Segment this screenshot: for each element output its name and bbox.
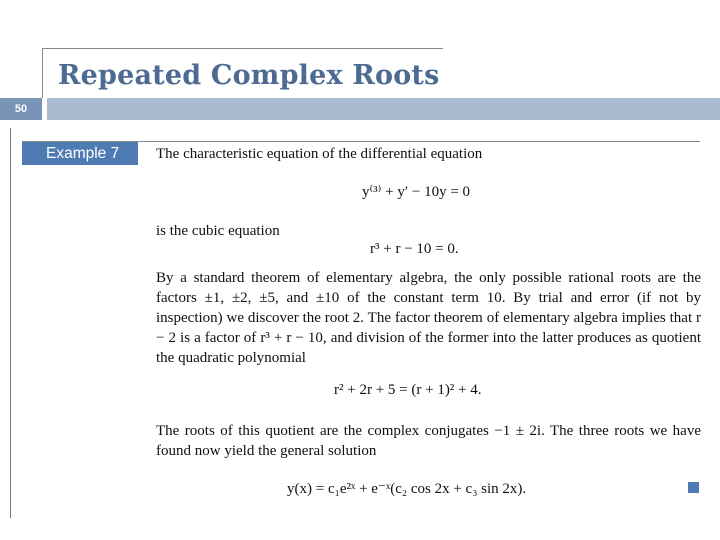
- intro-text: The characteristic equation of the differential equation: [156, 146, 483, 162]
- title-frame-left-line: [42, 48, 43, 98]
- cubic-equation: r³ + r − 10 = 0.: [370, 241, 459, 257]
- rational-roots-paragraph: By a standard theorem of elementary algebra, the only possible rational roots are the factors ±1, ±2, ±5, and ±10 of the constant term 10. By trial and error (if not by inspection) we discover the root 2. The factor theorem of elementary algebra implies that r − 2 is a factor of r³ + r − 10, and division of the former into the latter produces as quotient the quadratic polynomial: [156, 270, 701, 366]
- quadratic-equation: r² + 2r + 5 = (r + 1)² + 4.: [334, 382, 482, 398]
- end-of-example-square: [688, 482, 699, 493]
- roots-paragraph: The roots of this quotient are the complex conjugates −1 ± 2i. The three roots we have found now yield the general solution: [156, 423, 701, 459]
- title-underline-bar: [47, 98, 720, 120]
- slide-title: Repeated Complex Roots: [58, 60, 440, 91]
- general-solution-equation: y(x) = c₁e²ˣ + e⁻ˣ(c₂ cos 2x + c₃ sin 2x).: [287, 481, 527, 497]
- content-left-border: [10, 128, 11, 518]
- title-frame-top-line: [42, 48, 443, 49]
- page-number: 50: [0, 98, 42, 120]
- example-label: Example 7: [22, 142, 138, 165]
- cubic-intro-text: is the cubic equation: [156, 223, 280, 239]
- ode-equation: y⁽³⁾ + y′ − 10y = 0: [362, 184, 471, 200]
